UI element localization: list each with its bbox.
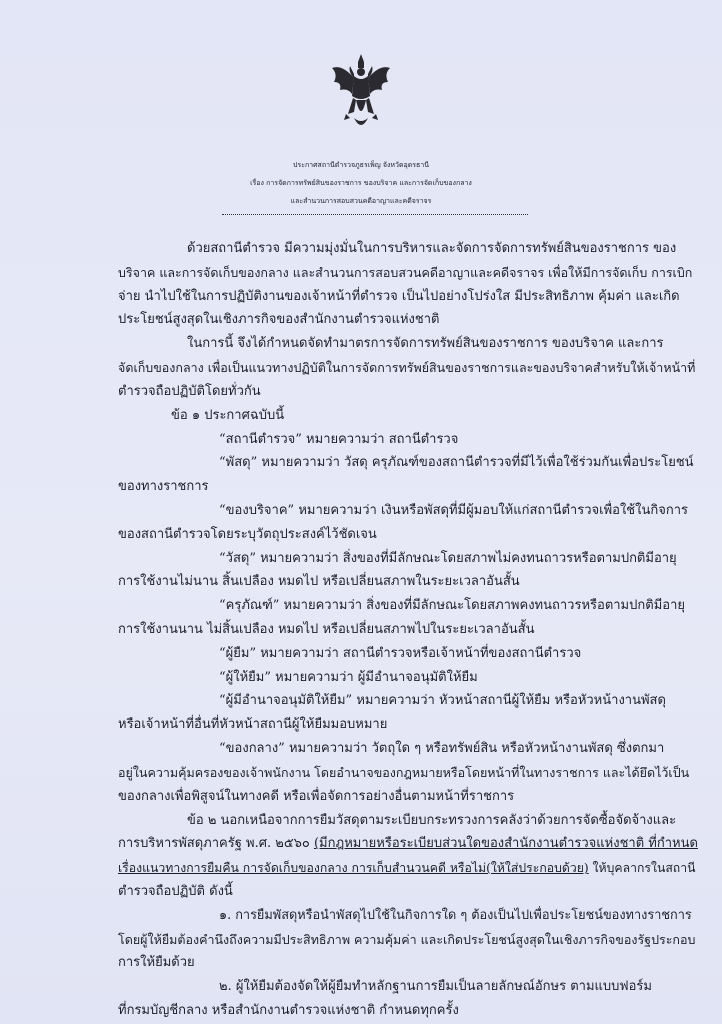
paragraph-line: ในการนี้ จึงได้กำหนดจัดทำมาตรการจัดการทรัพย์สินของราชการ ของบริจาค และการ [187, 336, 664, 352]
definition-line: ของสถานีตำรวจโดยระบุวัตถุประสงค์ไว้ชัดเจน [118, 526, 377, 542]
paragraph-line: ด้วยสถานีตำรวจ มีความมุ่งมั่นในการบริหารและจัดการจัดการทรัพย์สินของราชการ ของ [187, 241, 677, 256]
garuda-emblem-icon [328, 52, 394, 132]
paragraph-line: ประโยชน์สูงสุดในเชิงภารกิจของสำนักงานตำรวจแห่งชาติ [118, 312, 440, 328]
sub-clause-line: ๑. การยืมพัสดุหรือนำพัสดุไปใช้ในกิจการใด ๆ ต้องเป็นไปเพื่อประโยชน์ของทางราชการ [219, 907, 692, 923]
clause-underlined-text: เรื่องแนวทางการยืมคืน การจัดเก็บของกลาง การเก็บสำนวนคดี หรือไม่(ให้ใส่ประกอบด้วย) [118, 861, 589, 876]
definition-line: “สถานีตำรวจ” หมายความว่า สถานีตำรวจ [219, 431, 459, 447]
clause-line [118, 859, 695, 877]
definition-line: ของทางราชการ [118, 479, 209, 495]
definition-line: “ครุภัณฑ์” หมายความว่า สิ่งของที่มีลักษณะโดยสภาพคงทนถาวรหรือตามปกติมีอายุ [219, 598, 685, 614]
definition-line: การใช้งานไม่นาน สิ้นเปลือง หมดไป หรือเปลี่ยนสภาพในระยะเวลาอันสั้น [118, 574, 520, 590]
sub-clause-line: ที่กรมบัญชีกลาง หรือสำนักงานตำรวจแห่งชาติ กำหนดทุกครั้ง [118, 1003, 459, 1018]
definition-line: หรือเจ้าหน้าที่อื่นที่หัวหน้าสถานีผู้ให้ยืมมอบหมาย [118, 717, 388, 733]
clause-line [118, 835, 698, 853]
sub-clause-line: ๒. ผู้ให้ยืมต้องจัดให้ผู้ยืมทำหลักฐานการยืมเป็นลายลักษณ์อักษร ตามแบบฟอร์ม [219, 979, 652, 995]
definition-line: “ผู้ให้ยืม” หมายความว่า ผู้มีอำนาจอนุมัติให้ยืม [219, 669, 478, 685]
sub-clause-line: การให้ยืมด้วย [118, 955, 195, 971]
paragraph-line: บริจาค และการจัดเก็บของกลาง และสำนวนการสอบสวนคดีอาญาและคดีจราจร เพื่อให้มีการจัดเก็บ การเบิก [118, 264, 693, 280]
clause-underlined-text: (มีกฎหมายหรือระเบียบส่วนใดของสำนักงานตำรวจแห่งชาติ ที่กำหนด [313, 836, 698, 852]
definition-line: “ผู้มีอำนาจอนุมัติให้ยืม” หมายความว่า หัวหน้าสถานีผู้ให้ยืม หรือหัวหน้างานพัสดุ [219, 693, 666, 709]
definition-line: อยู่ในความคุ้มครองของเจ้าพนักงาน โดยอำนาจของกฎหมายหรือโดยหน้าที่ในทางราชการ และได้ยึดไว้เป็น [118, 764, 690, 780]
definition-line: “ผู้ยืม” หมายความว่า สถานีตำรวจหรือเจ้าหน้าที่ของสถานีตำรวจ [219, 645, 582, 661]
clause-heading: ข้อ ๒ นอกเหนือจากการยืมวัสดุตามระเบียบกระทรวงการคลังว่าด้วยการจัดซื้อจัดจ้างและ [187, 812, 677, 828]
definition-line: “พัสดุ” หมายความว่า วัสดุ ครุภัณฑ์ของสถานีตำรวจที่มีไว้เพื่อใช้ร่วมกันเพื่อประโยชน์ [219, 455, 694, 471]
subject-line: เรื่อง การจัดการทรัพย์สินของราชการ ของบริจาค และการจัดเก็บของกลาง [250, 179, 472, 187]
dotted-divider [222, 214, 528, 215]
subject-line-continued: และสำนวนการสอบสวนคดีอาญาและคดีจราจร [290, 197, 432, 205]
paragraph-line: จ่าย นำไปใช้ในการปฏิบัติงานของเจ้าหน้าที่ตำรวจ เป็นไปอย่างโปร่งใส มีประสิทธิภาพ คุ้มค่า และเกิด [118, 288, 680, 304]
clause-text: การบริหารพัสดุภาครัฐ พ.ศ. ๒๕๖๐ [118, 836, 314, 852]
clause-heading: ข้อ ๑ ประกาศฉบับนี้ [171, 407, 285, 423]
paragraph-line: จัดเก็บของกลาง เพื่อเป็นแนวทางปฏิบัติในการจัดการทรัพย์สินของราชการและของบริจาคสำหรับให้เจ้าหน้าที่ [118, 360, 696, 376]
sub-clause-line: โดยผู้ให้ยืมต้องคำนึงถึงความมีประสิทธิภาพ ความคุ้มค่า และเกิดประโยชน์สูงสุดในเชิงภารกิจของรัฐประกอบ [118, 931, 696, 947]
definition-line: “ของบริจาค” หมายความว่า เงินหรือพัสดุที่มีผู้มอบให้แก่สถานีตำรวจเพื่อใช้ในกิจการ [219, 502, 689, 518]
definition-line: “ของกลาง” หมายความว่า วัตถุใด ๆ หรือทรัพย์สิน หรือหัวหน้างานพัสดุ ซึ่งตกมา [219, 741, 665, 757]
definition-line: การใช้งานนาน ไม่สิ้นเปลือง หมดไป หรือเปลี่ยนสภาพไปในระยะเวลาอันสั้น [118, 622, 535, 637]
clause-text: ให้บุคลากรในสถานี [588, 861, 696, 876]
clause-line: ตำรวจถือปฏิบัติ ดังนี้ [118, 883, 233, 899]
definition-line: ของกลางเพื่อพิสูจน์ในทางคดี หรือเพื่อจัดการอย่างอื่นตามหน้าที่ราชการ [118, 788, 515, 804]
announcement-title: ประกาศสถานีตำรวจภูธรเพ็ญ จังหวัดอุดรธานี [292, 161, 430, 169]
paragraph-line: ตำรวจถือปฏิบัติโดยทั่วกัน [118, 383, 261, 399]
definition-line: “วัสดุ” หมายความว่า สิ่งของที่มีลักษณะโดยสภาพไม่คงทนถาวรหรือตามปกติมีอายุ [219, 550, 677, 566]
